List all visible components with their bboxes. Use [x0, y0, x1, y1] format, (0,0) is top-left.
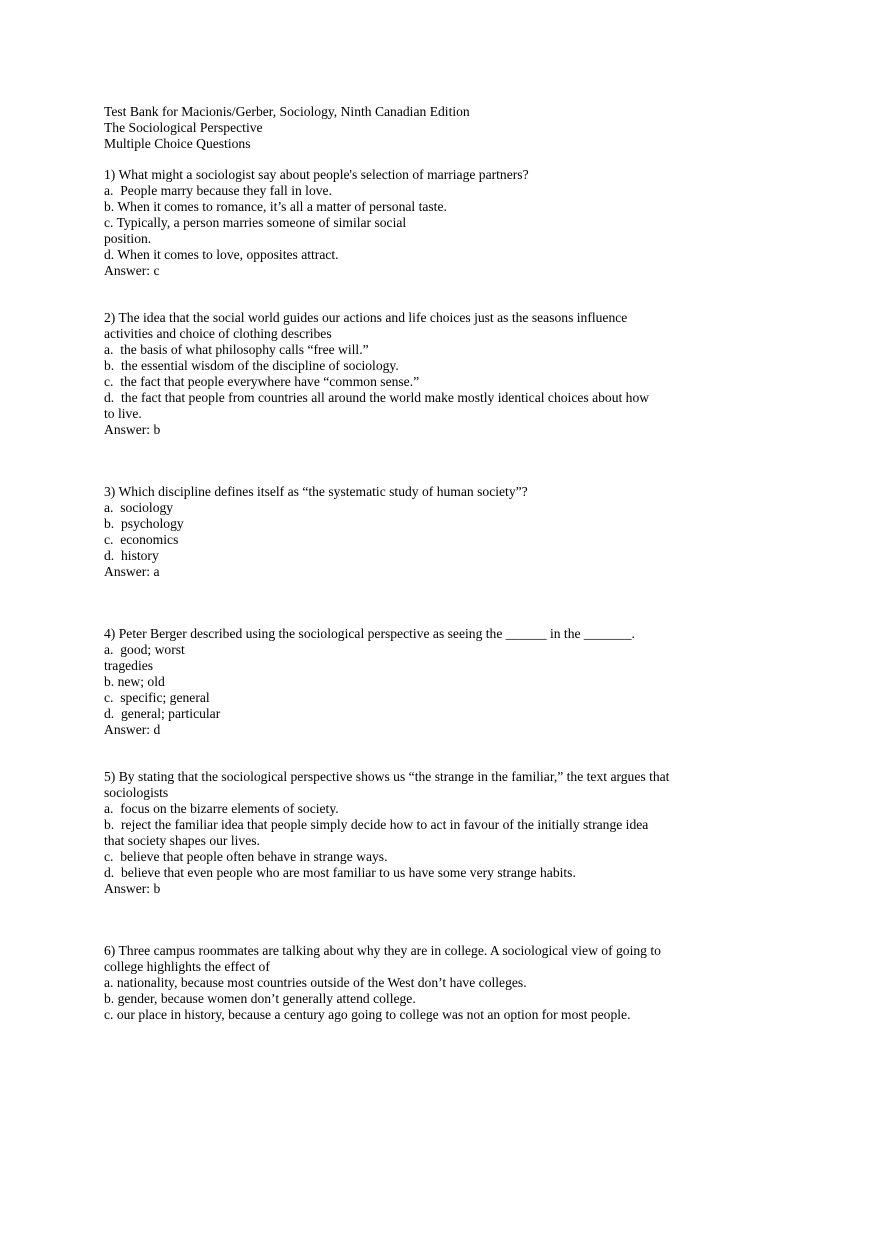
question-6-stem: 6) Three campus roommates are talking about why they are in college. A sociological view of going to — [104, 943, 661, 958]
question-5-option-b: b. reject the familiar idea that people simply decide how to act in favour of the initially strange idea — [104, 817, 649, 832]
question-4-answer: Answer: d — [104, 722, 161, 737]
question-1-option-d: d. When it comes to love, opposites attract. — [104, 247, 339, 262]
question-1-option-b: b. When it comes to romance, it’s all a matter of personal taste. — [104, 199, 447, 214]
question-2-option-a: a. the basis of what philosophy calls “free will.” — [104, 342, 369, 357]
question-1-option-a: a. People marry because they fall in love. — [104, 183, 332, 198]
question-2-stem-cont: activities and choice of clothing describes — [104, 326, 332, 341]
question-6-stem-cont: college highlights the effect of — [104, 959, 270, 974]
question-1-answer: Answer: c — [104, 263, 160, 278]
question-3-option-d: d. history — [104, 548, 159, 563]
question-6-option-c: c. our place in history, because a century ago going to college was not an option for most people. — [104, 1007, 631, 1022]
question-4-option-d: d. general; particular — [104, 706, 221, 721]
question-3-answer: Answer: a — [104, 564, 160, 579]
question-2-option-c: c. the fact that people everywhere have “common sense.” — [104, 374, 420, 389]
question-3-stem: 3) Which discipline defines itself as “the systematic study of human society”? — [104, 484, 528, 499]
question-4-option-a-cont: tragedies — [104, 658, 154, 673]
question-3-option-b: b. psychology — [104, 516, 184, 531]
question-2-answer: Answer: b — [104, 422, 161, 437]
document-title: Test Bank for Macionis/Gerber, Sociology, Ninth Canadian Edition — [104, 104, 470, 119]
question-5-stem-cont: sociologists — [104, 785, 169, 800]
question-5-option-a: a. focus on the bizarre elements of society. — [104, 801, 339, 816]
question-6-option-b: b. gender, because women don’t generally attend college. — [104, 991, 416, 1006]
chapter-title: The Sociological Perspective — [104, 120, 263, 135]
question-3-option-a: a. sociology — [104, 500, 174, 515]
question-2-stem: 2) The idea that the social world guides our actions and life choices just as the seasons influence — [104, 310, 628, 325]
question-5-stem: 5) By stating that the sociological perspective shows us “the strange in the familiar,” the text argues that — [104, 769, 670, 784]
question-2-option-d-cont: to live. — [104, 406, 142, 421]
question-3-option-c: c. economics — [104, 532, 179, 547]
question-5-answer: Answer: b — [104, 881, 161, 896]
question-4-option-c: c. specific; general — [104, 690, 210, 705]
question-1-stem: 1) What might a sociologist say about people's selection of marriage partners? — [104, 167, 529, 182]
question-2-option-d: d. the fact that people from countries all around the world make mostly identical choices about how — [104, 390, 650, 405]
question-4-option-a: a. good; worst — [104, 642, 185, 657]
section-title: Multiple Choice Questions — [104, 136, 251, 151]
question-2-option-b: b. the essential wisdom of the discipline of sociology. — [104, 358, 399, 373]
question-5-option-b-cont: that society shapes our lives. — [104, 833, 260, 848]
question-1-option-c-cont: position. — [104, 231, 152, 246]
question-6-option-a: a. nationality, because most countries outside of the West don’t have colleges. — [104, 975, 527, 990]
question-4-stem: 4) Peter Berger described using the sociological perspective as seeing the ______ in the _______. — [104, 626, 635, 641]
question-4-option-b: b. new; old — [104, 674, 165, 689]
question-5-option-d: d. believe that even people who are most familiar to us have some very strange habits. — [104, 865, 576, 880]
question-5-option-c: c. believe that people often behave in strange ways. — [104, 849, 388, 864]
question-1-option-c: c. Typically, a person marries someone of similar social — [104, 215, 407, 230]
